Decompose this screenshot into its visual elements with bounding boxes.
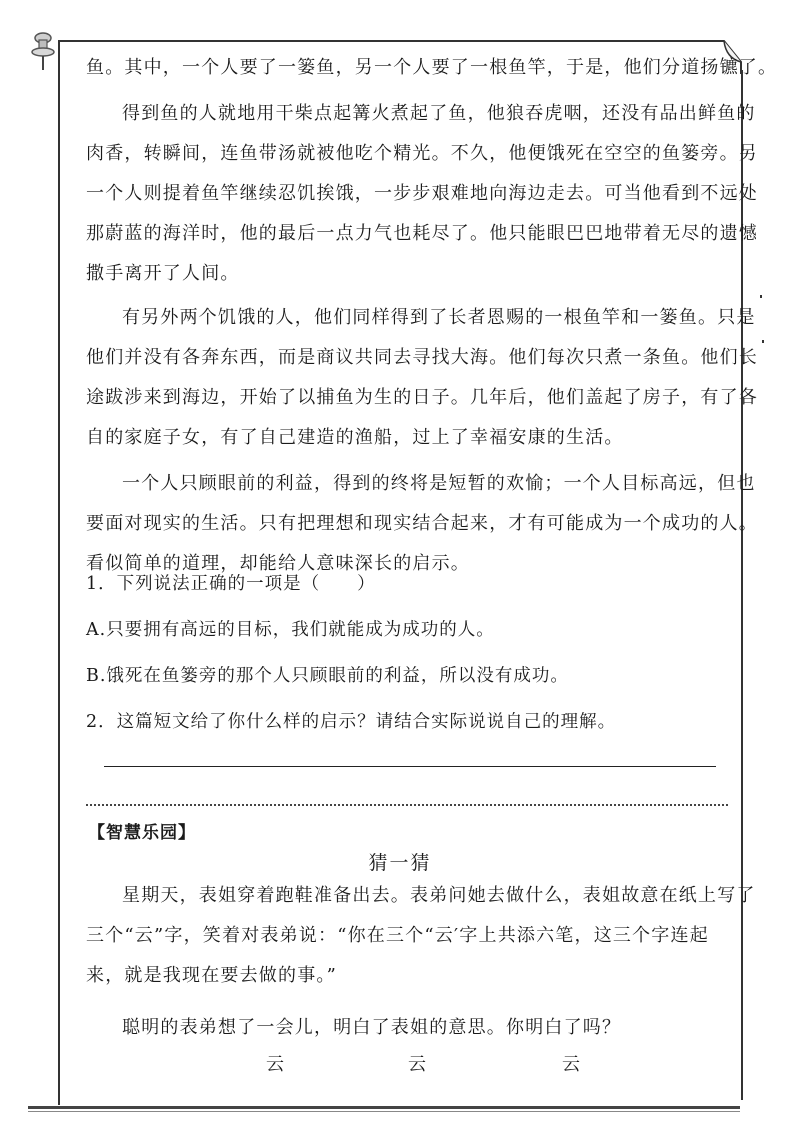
- scan-speck: [762, 340, 764, 343]
- question-2: 2．这篇短文给了你什么样的启示？请结合实际说说自己的理解。: [86, 712, 617, 732]
- question-1-option-b: B.饿死在鱼篓旁的那个人只顾眼前的利益，所以没有成功。: [86, 666, 569, 686]
- reading-passage: [86, 48, 778, 584]
- passage-line: 要面对现实的生活。只有把理想和现实结合起来，才有可能成为一个成功的人。: [86, 513, 758, 534]
- passage-line: 肉香，转瞬间，连鱼带汤就被他吃个精光。不久，他便饿死在空空的鱼篓旁。另: [86, 143, 758, 164]
- passage-line: 自的家庭子女，有了自己建造的渔船，过上了幸福安康的生活。: [86, 427, 624, 448]
- question-1-option-a: A.只要拥有高远的目标，我们就能成为成功的人。: [86, 620, 495, 640]
- riddle-text: [86, 876, 756, 1048]
- page-border-top: [58, 40, 708, 42]
- riddle-title: 猜一猜: [368, 852, 432, 874]
- passage-line: 看似简单的道理，却能给人意味深长的启示。: [86, 553, 470, 574]
- riddle-line: 三个“云”字，笑着对表弟说：“你在三个“云′字上共添六笔，这三个字连起: [86, 925, 709, 946]
- pushpin-icon: [28, 30, 58, 72]
- answer-line[interactable]: [104, 766, 716, 767]
- section-divider: [86, 804, 728, 806]
- passage-line: 途跋涉来到海边，开始了以捕鱼为生的日子。几年后，他们盖起了房子，有了各: [86, 387, 758, 408]
- page-border-bottom: [28, 1106, 740, 1109]
- page-border-bottom-shadow: [28, 1111, 740, 1112]
- scan-speck: [760, 295, 762, 298]
- riddle-question: 聪明的表弟想了一会儿，明白了表姐的意思。你明白了吗？: [122, 1017, 622, 1038]
- passage-line: 一个人则提着鱼竿继续忍饥挨饿，一步步艰难地向海边走去。可当他看到不远处: [86, 183, 758, 204]
- section-title: 【智慧乐园】: [88, 823, 196, 843]
- page-border-left: [58, 40, 60, 1105]
- passage-line: 一个人只顾眼前的利益，得到的终将是短暂的欢愉；一个人目标高远，但也: [122, 473, 756, 494]
- passage-line: 撒手离开了人间。: [86, 263, 240, 284]
- question-1: 1．下列说法正确的一项是（ ）: [86, 574, 376, 594]
- passage-line: 那蔚蓝的海洋时，他的最后一点力气也耗尽了。他只能眼巴巴地带着无尽的遗憾: [86, 223, 758, 244]
- passage-line: 鱼。其中，一个人要了一篓鱼，另一个人要了一根鱼竿，于是，他们分道扬镳了。: [86, 57, 778, 78]
- riddle-char[interactable]: 云: [266, 1054, 284, 1075]
- riddle-char[interactable]: 云: [408, 1054, 426, 1075]
- riddle-line: 来，就是我现在要去做的事。”: [86, 965, 338, 986]
- passage-line: 得到鱼的人就地用干柴点起篝火煮起了鱼，他狼吞虎咽，还没有品出鲜鱼的: [122, 103, 756, 124]
- riddle-char[interactable]: 云: [562, 1054, 580, 1075]
- riddle-line: 星期天，表姐穿着跑鞋准备出去。表弟问她去做什么，表姐故意在纸上写了: [122, 885, 756, 906]
- passage-line: 他们并没有各奔东西，而是商议共同去寻找大海。他们每次只煮一条鱼。他们长: [86, 347, 758, 368]
- passage-line: 有另外两个饥饿的人，他们同样得到了长者恩赐的一根鱼竿和一篓鱼。只是: [122, 307, 756, 328]
